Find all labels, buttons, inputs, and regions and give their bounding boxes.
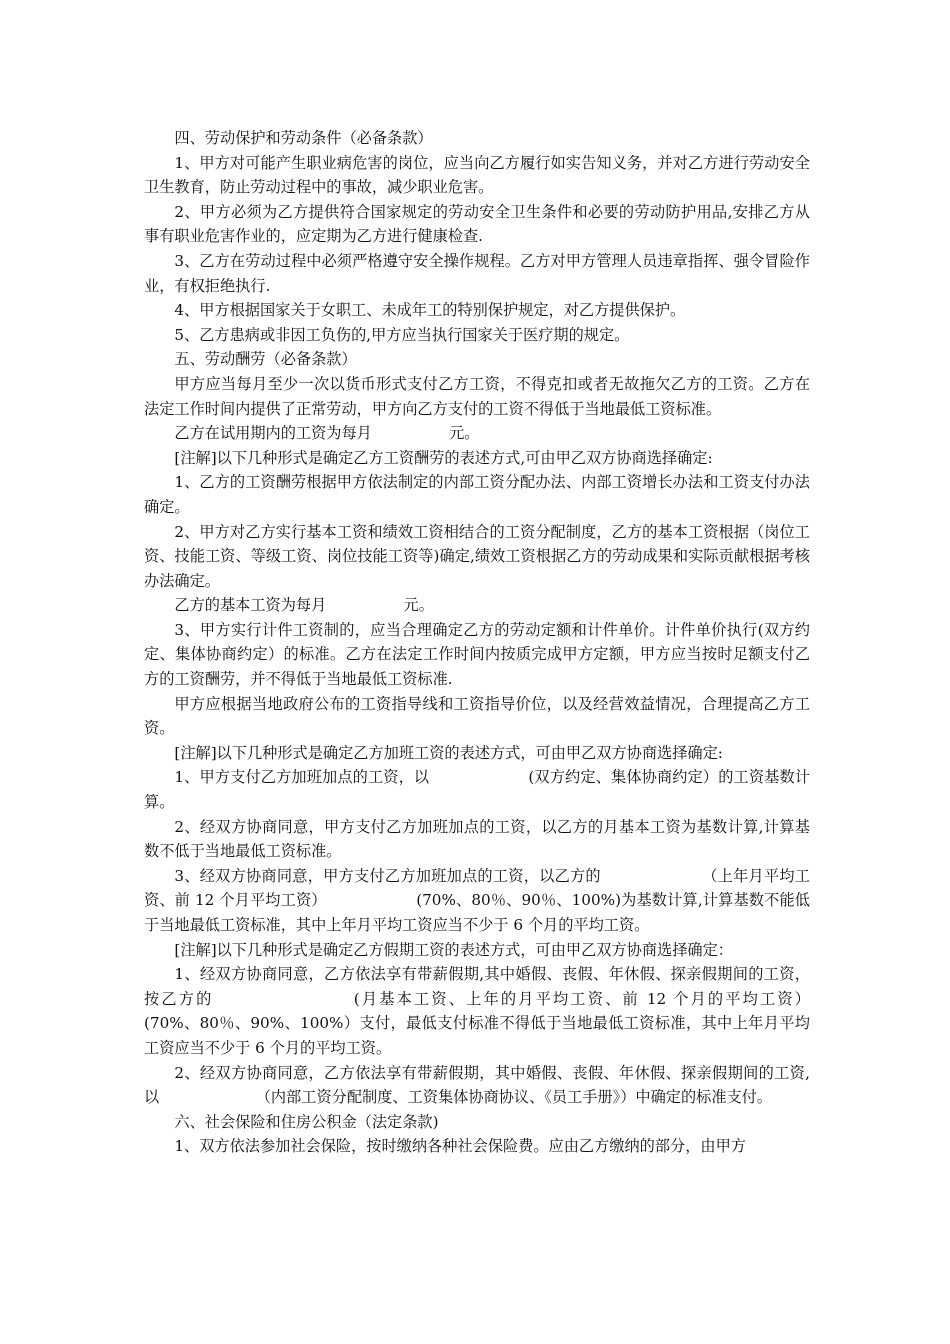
paragraph: 2、经双方协商同意，乙方依法享有带薪假期，其中婚假、丧假、年休假、探亲假期间的工资,以 （内部工资分配制度、工资集体协商协议、《员工手册》）中确定的标准支付。 (144, 1063, 810, 1107)
note-paragraph: [注解]以下几种形式是确定乙方加班工资的表述方式，可由甲乙双方协商选择确定: (174, 743, 723, 762)
note-paragraph: [注解]以下几种形式是确定乙方工资酬劳的表述方式,可由甲乙双方协商选择确定: (174, 448, 713, 467)
paragraph: 3、经双方协商同意，甲方支付乙方加班加点的工资，以乙方的 （上年月平均工资、前 12 个月平均工资） (70%、80％、90％、100%)为基数计算,计算基数不能低于当地最低工资标准，其中上年月平均工资应当不少于 6 个月的平均工资。 (144, 866, 810, 934)
paragraph: 5、乙方患病或非因工负伤的,甲方应当执行国家关于医疗期的规定。 (174, 325, 630, 344)
section-heading-4: 四、劳动保护和劳动条件（必备条款） (174, 129, 433, 147)
paragraph: 1、乙方的工资酬劳根据甲方依法制定的内部工资分配办法、内部工资增长办法和工资支付办法确定。 (144, 473, 810, 516)
section-heading-6: 六、社会保险和住房公积金（法定条款) (174, 1112, 439, 1131)
paragraph: 3、甲方实行计件工资制的，应当合理确定乙方的劳动定额和计件单价。计件单价执行(双方约定、集体协商约定）的标准。乙方在法定工作时间内按质完成甲方定额，甲方应当按时足额支付乙方的工资酬劳，并不得低于当地最低工资标准. (144, 620, 810, 689)
paragraph: 1、甲方支付乙方加班加点的工资，以 (双方约定、集体协商约定）的工资基数计算。 (144, 768, 810, 812)
paragraph: 甲方应当每月至少一次以货币形式支付乙方工资，不得克扣或者无故拖欠乙方的工资。乙方在法定工作时间内提供了正常劳动，甲方向乙方支付的工资不得低于当地最低工资标准。 (144, 374, 810, 418)
paragraph: 1、经双方协商同意，乙方依法享有带薪假期,其中婚假、丧假、年休假、探亲假期间的工资，按乙方的 (月基本工资、上年的月平均工资、前 12 个月的平均工资） (70%、80％、90%、100%）支付，最低支付标准不得低于当地最低工资标准，其中上年月平均工资应当不少于 6 个月的平均工资。 (144, 965, 907, 1057)
paragraph: 2、经双方协商同意，甲方支付乙方加班加点的工资，以乙方的月基本工资为基数计算,计算基数不低于当地最低工资标准。 (144, 817, 810, 861)
paragraph: 3、乙方在劳动过程中必须严格遵守安全操作规程。乙方对甲方管理人员违章指挥、强令冒险作业，有权拒绝执行. (144, 251, 810, 295)
note-paragraph: [注解]以下几种形式是确定乙方假期工资的表述方式，可由甲乙双方协商选择确定： (174, 940, 733, 959)
paragraph: 1、双方依法参加社会保险，按时缴纳各种社会保险费。应由乙方缴纳的部分，由甲方 (174, 1137, 746, 1156)
paragraph: 4、甲方根据国家关于女职工、未成年工的特别保护规定，对乙方提供保护。 (174, 301, 686, 320)
section-heading-5: 五、劳动酬劳（必备条款） (174, 350, 357, 369)
paragraph: 甲方应根据当地政府公布的工资指导线和工资指导价位，以及经营效益情况，合理提高乙方工资。 (144, 694, 810, 738)
paragraph: 1、甲方对可能产生职业病危害的岗位，应当向乙方履行如实告知义务，并对乙方进行劳动安全卫生教育，防止劳动过程中的事故，减少职业危害。 (144, 153, 810, 197)
paragraph: 2、甲方必须为乙方提供符合国家规定的劳动安全卫生条件和必要的劳动防护用品,安排乙方从事有职业危害作业的，应定期为乙方进行健康检查. (144, 202, 810, 246)
document-body (144, 126, 907, 1159)
paragraph: 乙方的基本工资为每月 元。 (174, 596, 434, 615)
paragraph: 2、甲方对乙方实行基本工资和绩效工资相结合的工资分配制度，乙方的基本工资根据（岗位工资、技能工资、等级工资、岗位技能工资等)确定,绩效工资根据乙方的劳动成果和实际贡献根据考核办法确定。 (144, 522, 810, 590)
paragraph: 乙方在试用期内的工资为每月 元。 (174, 424, 480, 443)
